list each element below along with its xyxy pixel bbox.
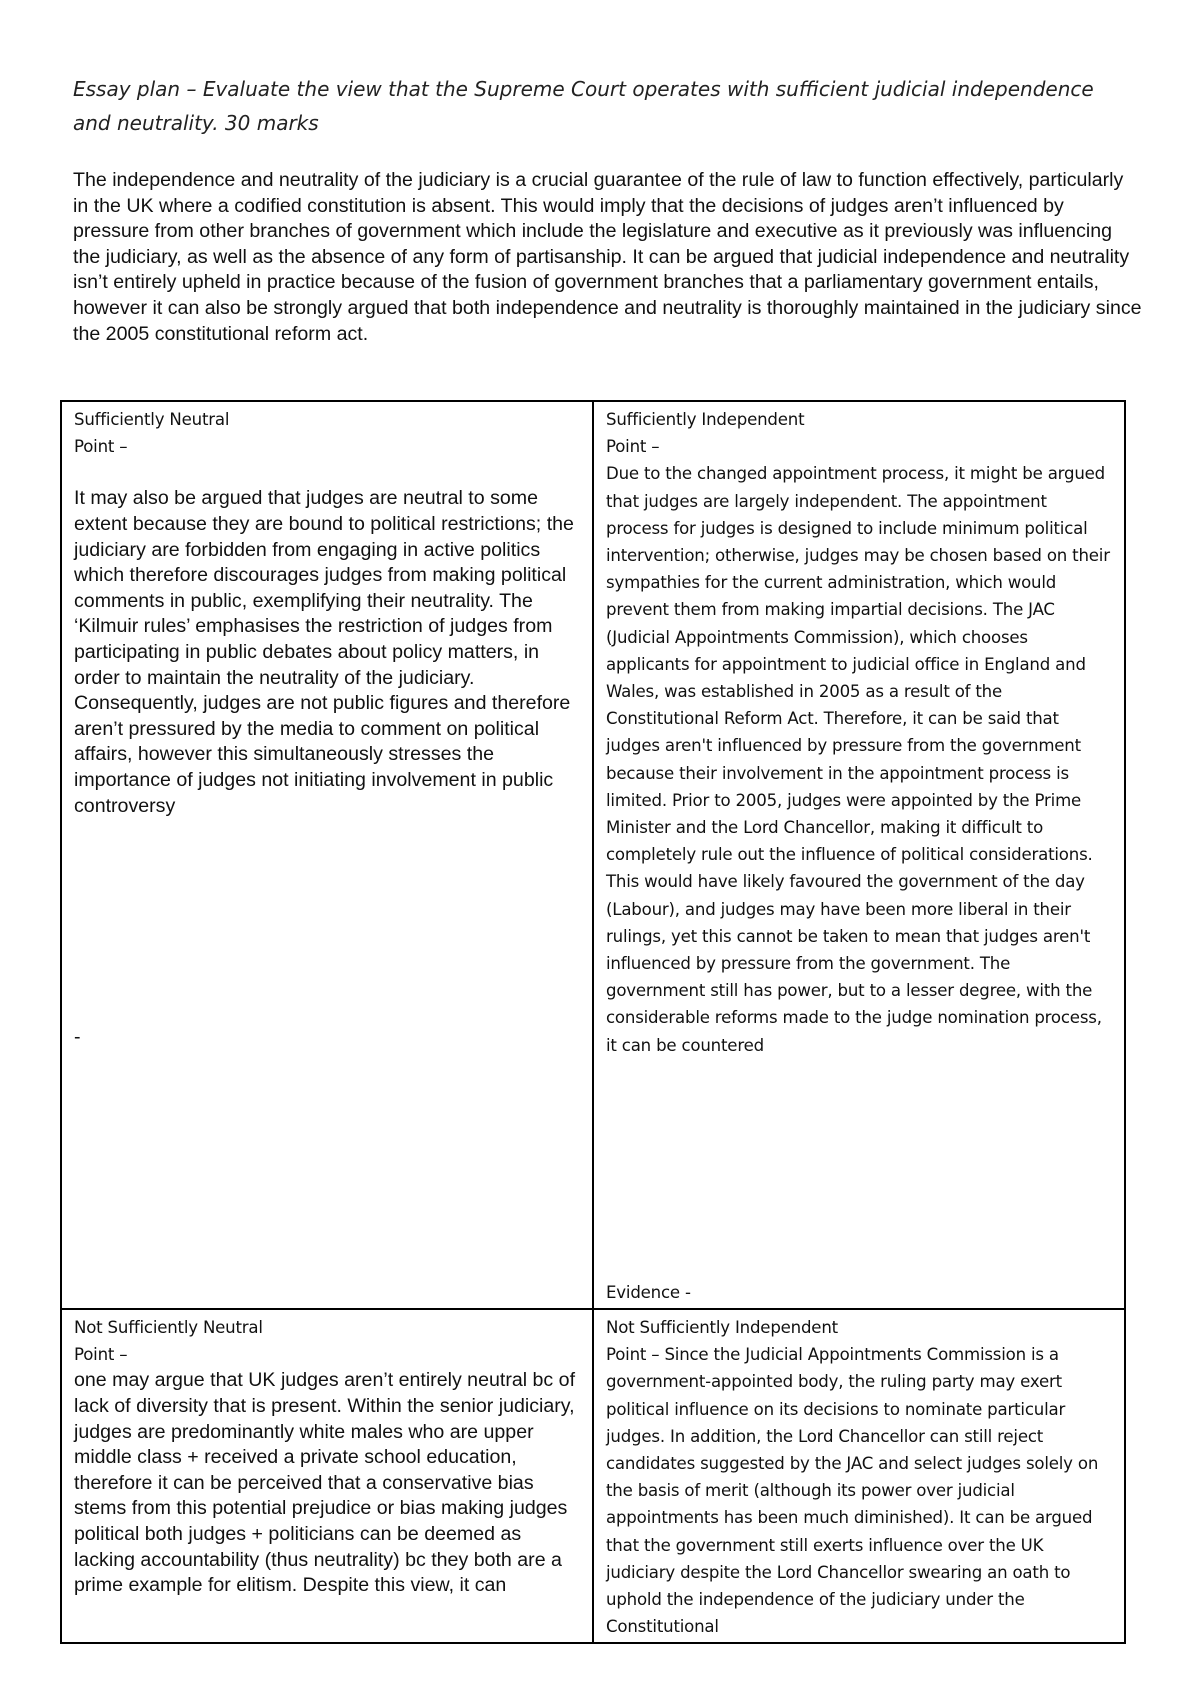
dash-marker: - — [74, 1026, 81, 1049]
point-label: Point – — [606, 437, 660, 457]
point-label: Point – — [74, 1345, 128, 1365]
cell-body: It may also be argued that judges are neutral to some extent because they are bound to political restrictions; the judiciary are forbidden from engaging in active politics which therefore discourages judges from making political comments in public, exemplifying their neutrality. The ‘Kilmuir rules’ emphasises the restriction of judges from participating in public debates about policy matters, in order to maintain the neutrality of the judiciary. Consequently, judges are not public figures and therefore aren’t pressured by the media to comment on political affairs, however this simultaneously stresses the importance of judges not initiating involvement in public controversy — [74, 487, 574, 817]
cell-body: Due to the changed appointment process, it might be argued that judges are largely independent. The appointment process for judges is designed to include minimum political intervention; otherwise, judges may be chosen based on their sympathies for the current administration, which would prevent them from making impartial decisions. The JAC (Judicial Appointments Commission), which chooses applicants for appointment to judicial office in England and Wales, was established in 2005 as a result of the Constitutional Reform Act. Therefore, it can be said that judges aren't influenced by pressure from the government because their involvement in the appointment process is limited. Prior to 2005, judges were appointed by the Prime Minister and the Lord Chancellor, making it difficult to completely rule out the influence of political considerations. This would have likely favoured the government of the day (Labour), and judges may have been more liberal in their rulings, yet this cannot be taken to mean that judges aren't influenced by pressure from the government. The government still has power, but to a lesser degree, with the considerable reforms made to the judge nomination process, it can be countered — [606, 464, 1110, 1055]
argument-table — [60, 400, 1126, 1644]
cell-body: Point – Since the Judicial Appointments Commission is a government-appointed body, the ruling party may exert political influence on its decisions to nominate particular judges. In addition, the Lord Chancellor can still reject candidates suggested by the JAC and select judges solely on the basis of merit (although its power over judicial appointments has been much diminished). It can be argued that the government still exerts influence over the UK judiciary despite the Lord Chancellor swearing an oath to uphold the independence of the judiciary under the Constitutional — [606, 1345, 1099, 1637]
essay-title: Essay plan – Evaluate the view that the Supreme Court operates with sufficient judicial independence and neutrality. 30 marks — [73, 77, 1094, 135]
cell-heading: Sufficiently Neutral — [74, 410, 230, 429]
cell-not-sufficiently-neutral — [61, 1309, 593, 1643]
intro-paragraph: The independence and neutrality of the judiciary is a crucial guarantee of the rule of law to function effectively, particularly in the UK where a codified constitution is absent. This would imply that the decisions of judges aren’t influenced by pressure from other branches of government which include the legislature and executive as it previously was influencing the judiciary, as well as the absence of any form of partisanship. It can be argued that judicial independence and neutrality isn’t entirely upheld in practice because of the fusion of government branches that a parliamentary government entails, however it can also be strongly argued that both independence and neutrality is thoroughly maintained in the judiciary since the 2005 constitutional reform act. — [73, 169, 1142, 345]
cell-not-sufficiently-independent — [593, 1309, 1125, 1643]
evidence-label: Evidence - — [606, 1282, 691, 1302]
cell-heading: Sufficiently Independent — [606, 410, 805, 429]
cell-heading: Not Sufficiently Neutral — [74, 1318, 263, 1337]
table-row — [61, 1309, 1125, 1643]
cell-body: one may argue that UK judges aren’t entirely neutral bc of lack of diversity that is present. Within the senior judiciary, judges are predominantly white males who are upper middle class + received a private school education, therefore it can be perceived that a conservative bias stems from this potential prejudice or bias making judges political both judges + politicians can be deemed as lacking accountability (thus neutrality) bc they both are a prime example for elitism. Despite this view, it can — [74, 1369, 576, 1597]
cell-heading: Not Sufficiently Independent — [606, 1318, 838, 1337]
table-row — [61, 401, 1125, 1309]
cell-sufficiently-neutral — [61, 401, 593, 1309]
point-label: Point – — [74, 437, 128, 457]
cell-sufficiently-independent — [593, 401, 1125, 1309]
